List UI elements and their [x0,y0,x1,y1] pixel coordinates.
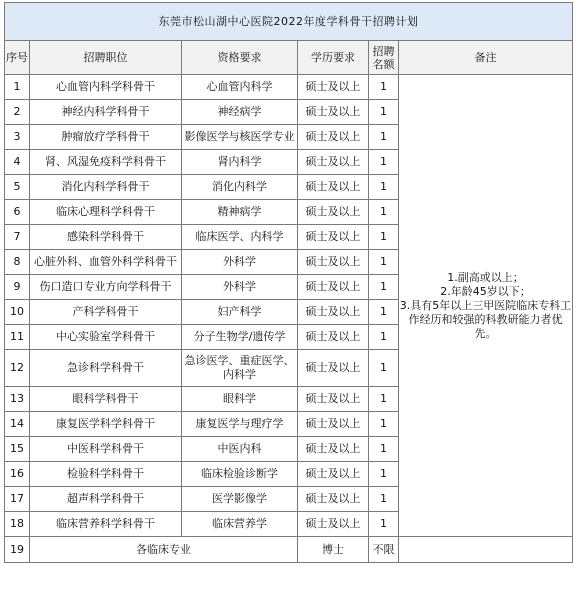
row-quota: 1 [369,350,399,387]
row-qualification: 精神病学 [182,200,298,225]
row-qualification: 眼科学 [182,387,298,412]
remark-line: 2.年龄45岁以下； [440,284,531,298]
recruitment-sheet [4,2,572,593]
row-qualification: 临床营养学 [182,512,298,537]
row-education: 硕士及以上 [298,487,369,512]
row-position: 肾、风湿免疫科学科骨干 [30,150,182,175]
row-education: 硕士及以上 [298,250,369,275]
row-position: 各临床专业 [30,537,298,563]
row-education: 硕士及以上 [298,125,369,150]
remark-line: 1.副高或以上； [447,270,524,284]
row-quota: 1 [369,462,399,487]
row-quota: 1 [369,387,399,412]
row-qualification: 神经病学 [182,100,298,125]
row-quota: 1 [369,437,399,462]
row-quota: 1 [369,325,399,350]
row-quota: 1 [369,175,399,200]
row-index: 3 [5,125,30,150]
row-qualification: 外科学 [182,275,298,300]
row-education: 硕士及以上 [298,100,369,125]
row-quota: 1 [369,225,399,250]
row-quota: 1 [369,250,399,275]
row-education: 硕士及以上 [298,412,369,437]
row-index: 1 [5,75,30,100]
header-row [5,41,573,75]
row-index: 12 [5,350,30,387]
row-position: 中医科学科骨干 [30,437,182,462]
recruitment-table [4,2,573,563]
row-position: 康复医学科学科骨干 [30,412,182,437]
table-row [5,75,573,100]
row-qualification: 心血管内科学 [182,75,298,100]
row-index: 17 [5,487,30,512]
row-quota: 1 [369,275,399,300]
row-qualification: 妇产科学 [182,300,298,325]
header-remarks: 备注 [399,41,573,75]
row-education: 硕士及以上 [298,325,369,350]
row-quota: 1 [369,150,399,175]
row-qualification: 医学影像学 [182,487,298,512]
row-education: 硕士及以上 [298,387,369,412]
row-position: 超声科学科骨干 [30,487,182,512]
row-qualification: 临床检验诊断学 [182,462,298,487]
row-qualification: 影像医学与核医学专业 [182,125,298,150]
row-qualification: 外科学 [182,250,298,275]
remarks-cell [399,75,573,537]
row-quota: 1 [369,100,399,125]
row-qualification: 分子生物学/遗传学 [182,325,298,350]
header-position: 招聘职位 [30,41,182,75]
title-row [5,3,573,41]
row-index: 14 [5,412,30,437]
row-index: 4 [5,150,30,175]
row-position: 急诊科学科骨干 [30,350,182,387]
row-qualification: 急诊医学、重症医学、内科学 [182,350,298,387]
row-index: 6 [5,200,30,225]
row-index: 7 [5,225,30,250]
row-quota: 1 [369,200,399,225]
row-index: 11 [5,325,30,350]
header-index: 序号 [5,41,30,75]
row-position: 感染科学科骨干 [30,225,182,250]
row-qualification: 中医内科 [182,437,298,462]
row-position: 产科学科骨干 [30,300,182,325]
row-education: 硕士及以上 [298,150,369,175]
row-index: 19 [5,537,30,563]
row-education: 硕士及以上 [298,75,369,100]
row-education: 硕士及以上 [298,512,369,537]
row-quota: 1 [369,412,399,437]
row-quota: 不限 [369,537,399,563]
row-education: 硕士及以上 [298,350,369,387]
row-index: 18 [5,512,30,537]
row-quota: 1 [369,512,399,537]
row-quota: 1 [369,300,399,325]
row-index: 5 [5,175,30,200]
header-education: 学历要求 [298,41,369,75]
row-education: 硕士及以上 [298,300,369,325]
row-index: 10 [5,300,30,325]
row-education: 硕士及以上 [298,175,369,200]
row-education: 硕士及以上 [298,462,369,487]
row-position: 神经内科学科骨干 [30,100,182,125]
row-index: 2 [5,100,30,125]
row-index: 13 [5,387,30,412]
row-qualification: 肾内科学 [182,150,298,175]
row-quota: 1 [369,125,399,150]
row-position: 中心实验室学科骨干 [30,325,182,350]
row-remarks-empty [399,537,573,563]
header-qualification: 资格要求 [182,41,298,75]
row-position: 临床心理科学科骨干 [30,200,182,225]
row-position: 消化内科学科骨干 [30,175,182,200]
row-position: 肿瘤放疗学科骨干 [30,125,182,150]
table-title: 东莞市松山湖中心医院2022年度学科骨干招聘计划 [5,3,573,41]
header-quota: 招聘名额 [369,41,399,75]
row-quota: 1 [369,487,399,512]
row-position: 心血管内科学科骨干 [30,75,182,100]
row-index: 16 [5,462,30,487]
row-position: 检验科学科骨干 [30,462,182,487]
row-position: 心脏外科、血管外科学科骨干 [30,250,182,275]
row-education: 博士 [298,537,369,563]
row-qualification: 康复医学与理疗学 [182,412,298,437]
row-qualification: 临床医学、内科学 [182,225,298,250]
table-row-last [5,537,573,563]
row-index: 15 [5,437,30,462]
remark-line: 3.具有5年以上三甲医院临床专科工作经历和较强的科教研能力者优先。 [399,298,572,340]
row-education: 硕士及以上 [298,200,369,225]
row-position: 临床营养科学科骨干 [30,512,182,537]
row-index: 9 [5,275,30,300]
row-position: 伤口造口专业方向学科骨干 [30,275,182,300]
row-position: 眼科学科骨干 [30,387,182,412]
row-education: 硕士及以上 [298,225,369,250]
row-education: 硕士及以上 [298,275,369,300]
row-quota: 1 [369,75,399,100]
row-qualification: 消化内科学 [182,175,298,200]
row-index: 8 [5,250,30,275]
row-education: 硕士及以上 [298,437,369,462]
